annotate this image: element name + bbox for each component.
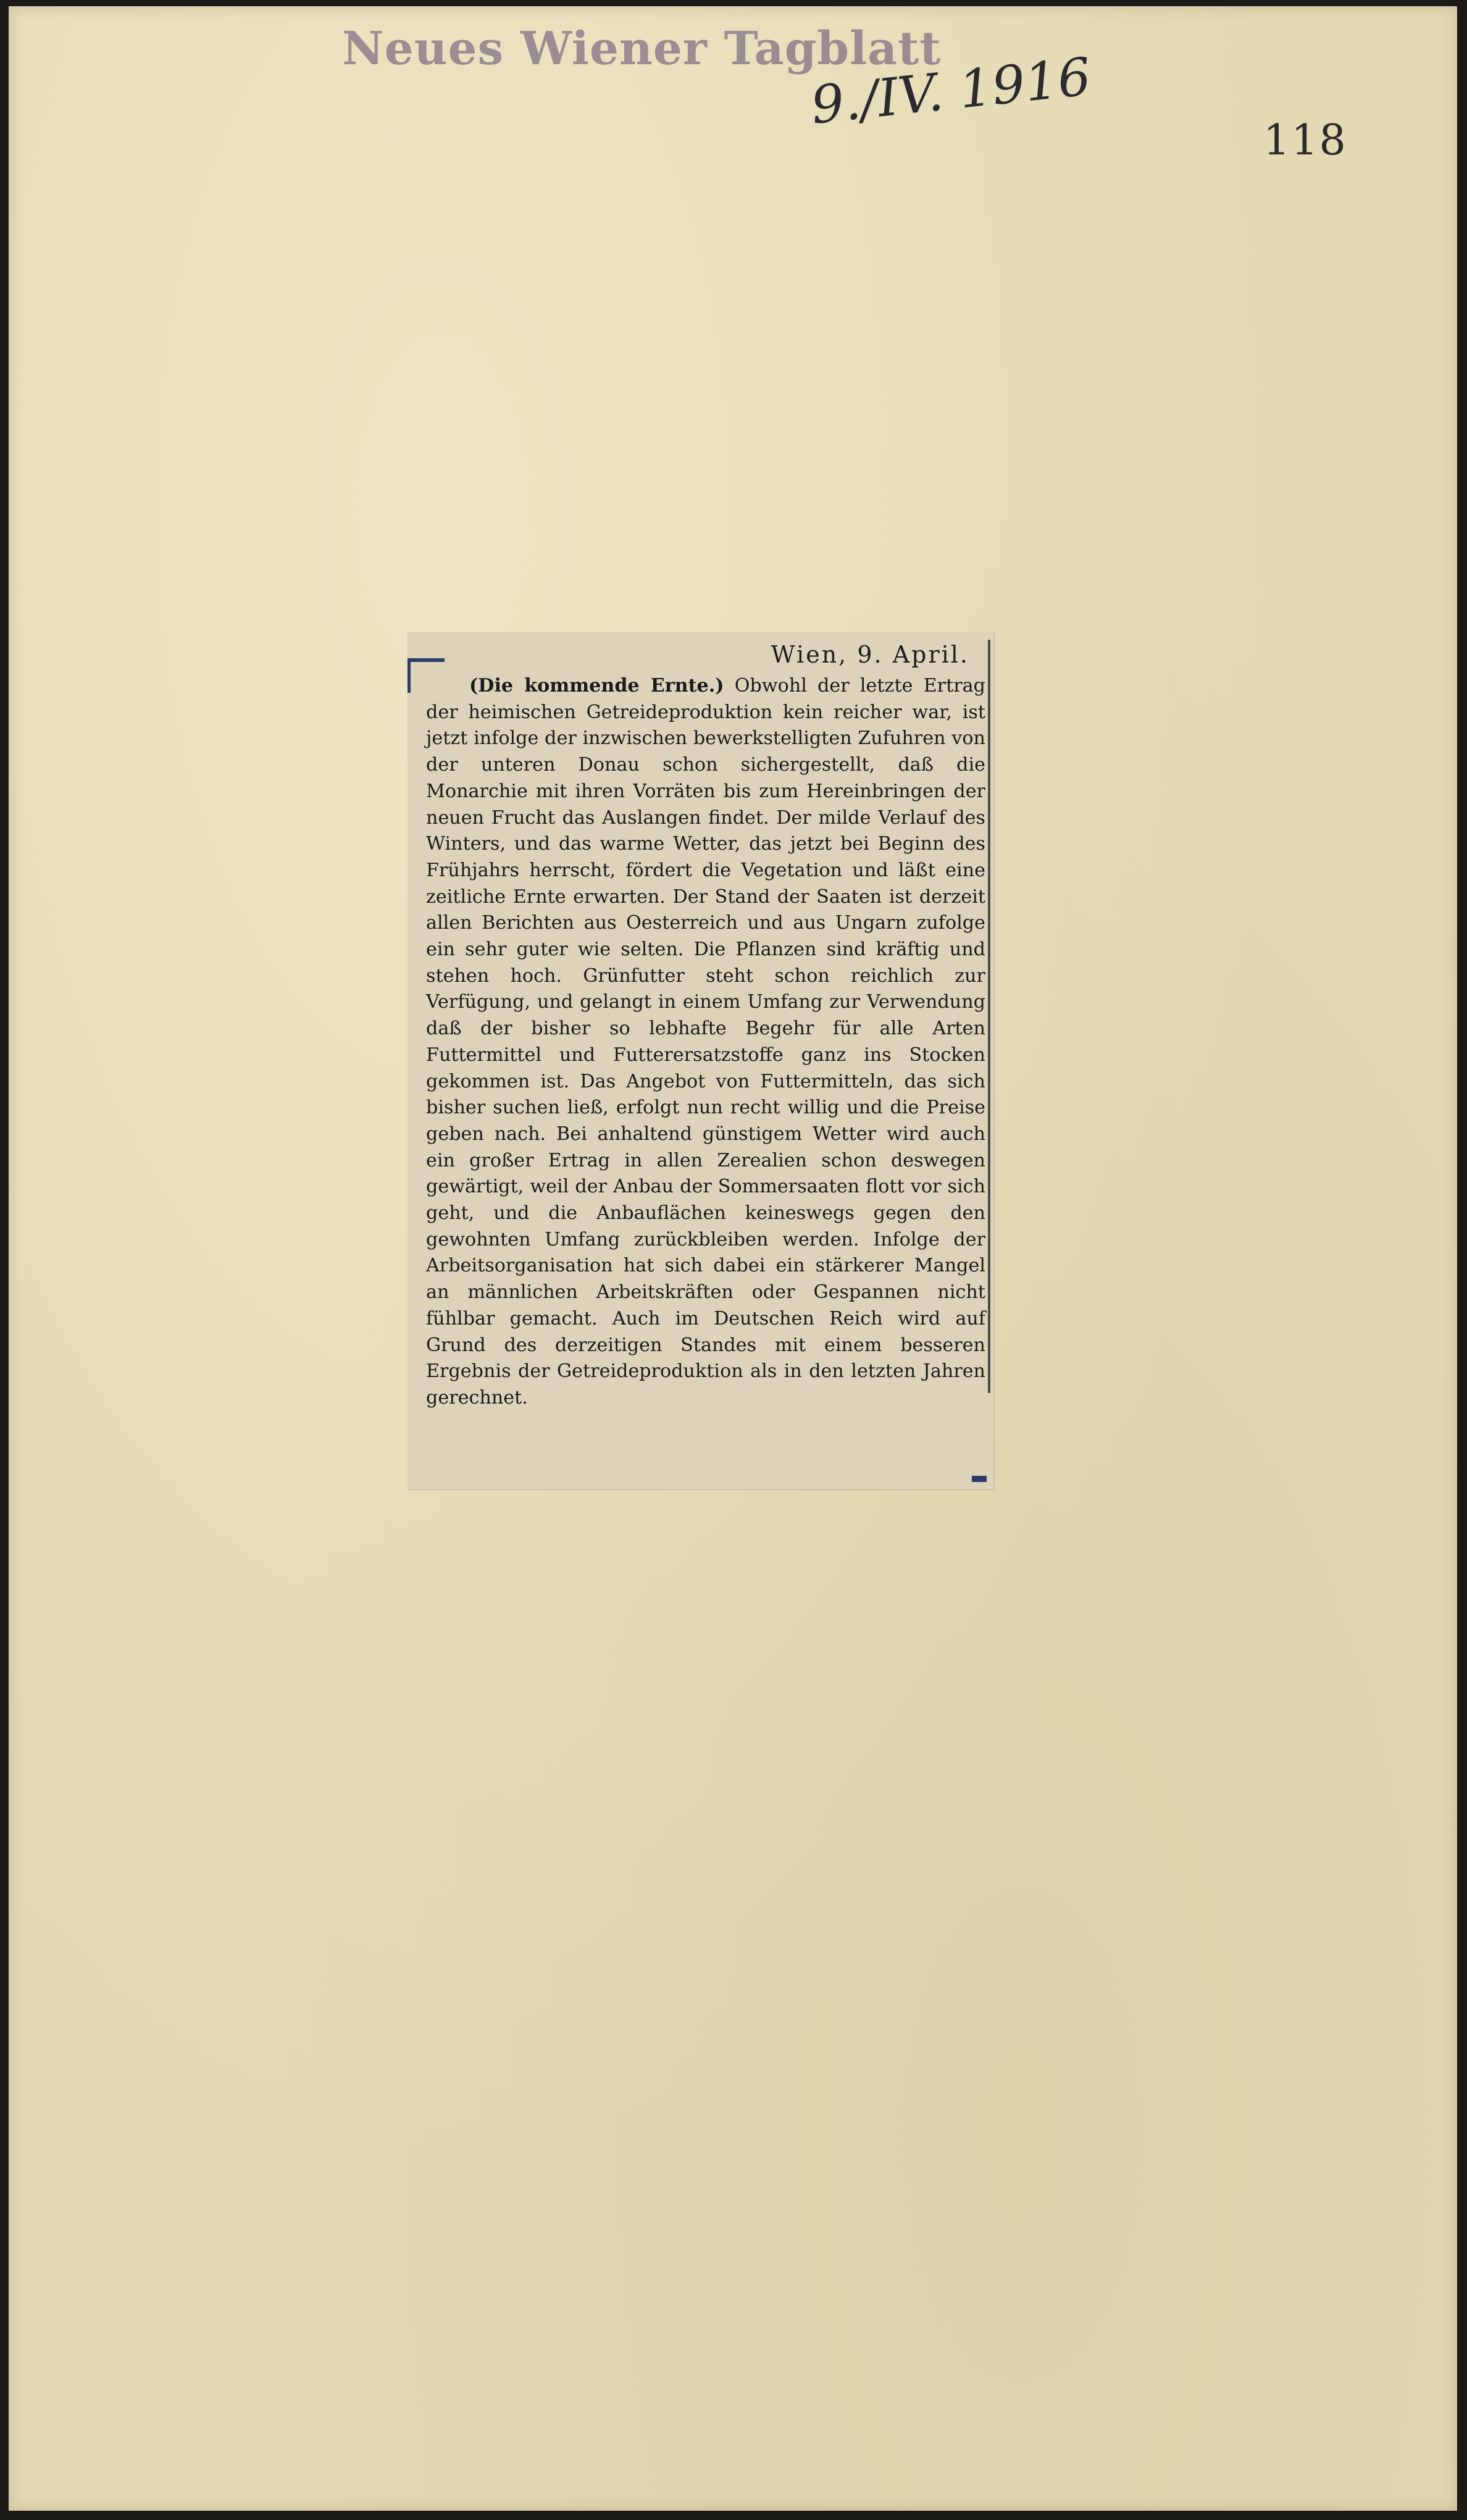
- end-mark: [972, 1476, 987, 1482]
- article-text: [426, 673, 985, 1412]
- clipping-corner-mark-top: [408, 658, 445, 662]
- clipping-corner-mark: [408, 658, 411, 693]
- article-body: Obwohl der letzte Ertrag der heimischen Getreideproduktion kein reicher war, ist jetzt infolge der inzwischen bewerkstelligten Zufuhren von der unteren Donau schon sichergestellt, daß die Monarchie mit ihren Vorräten bis zum Hereinbringen der neuen Frucht das Auslangen findet. Der milde Verlauf des Winters, und das warme Wetter, das jetzt bei Beginn des Frühjahrs herrscht, fördert die Vegetation und läßt eine zeitliche Ernte erwarten. Der Stand der Saaten ist derzeit allen Berichten aus Oesterreich und aus Ungarn zufolge ein sehr guter wie selten. Die Pflanzen sind kräftig und stehen hoch. Grünfutter steht schon reichlich zur Verfügung, und gelangt in einem Umfang zur Verwendung daß der bisher so lebhafte Begehr für alle Arten Futtermittel und Futterersatzstoffe ganz ins Stocken gekommen ist. Das Angebot von Futtermitteln, das sich bisher suchen ließ, erfolgt nun recht willig und die Preise geben nach. Bei anhaltend günstigem Wetter wird auch ein großer Ertrag in allen Zerealien schon deswegen gewärtigt, weil der Anbau der Sommersaaten flott vor sich geht, und die Anbauflächen keineswegs gegen den gewohnten Umfang zurückbleiben werden. Infolge der Arbeitsorganisation hat sich dabei ein stärkerer Mangel an männlichen Arbeitskräften oder Gespannen nicht fühlbar gemacht. Auch im Deutschen Reich wird auf Grund des derzeitigen Standes mit einem besseren Ergebnis der Getreideproduktion als in den letzten Jahren gerechnet.: [426, 675, 985, 1409]
- newspaper-stamp: Neues Wiener Tagblatt: [342, 22, 942, 75]
- handwritten-date: 9./IV. 1916: [808, 46, 1094, 136]
- page-number: 118: [1263, 116, 1347, 165]
- article-headline: (Die kommende Ernte.): [469, 675, 724, 697]
- archive-sheet: [9, 6, 1457, 2511]
- article-dateline: Wien, 9. April.: [771, 641, 969, 668]
- column-rule: [988, 640, 990, 1393]
- newspaper-clipping: [408, 632, 994, 1489]
